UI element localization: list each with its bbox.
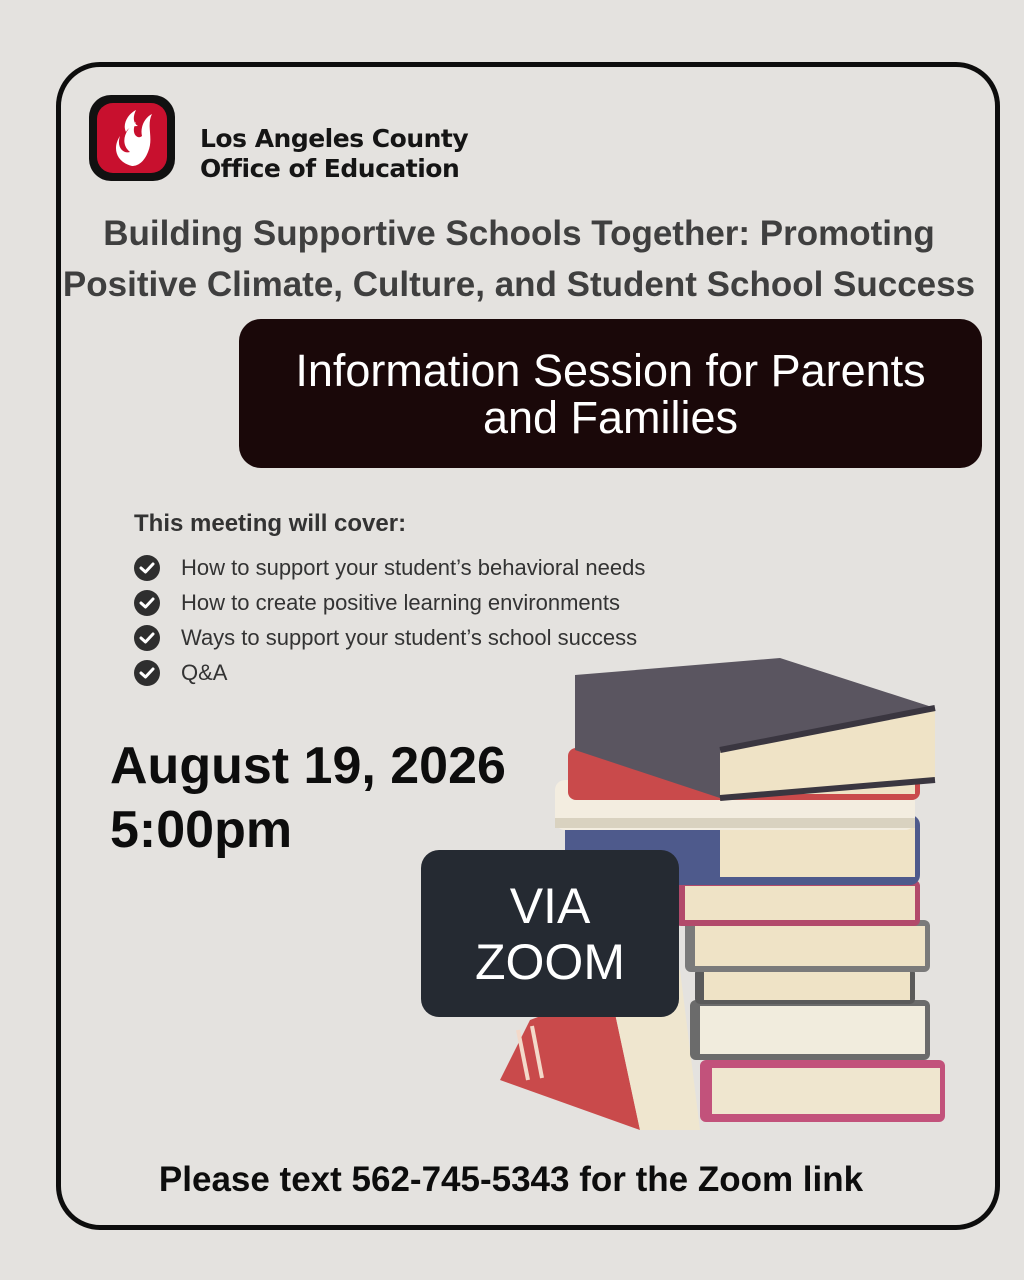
subtitle-line-2: Positive Climate, Culture, and Student School Success: [62, 265, 976, 304]
organization-name: [200, 124, 468, 184]
session-line-2: and Families: [482, 391, 739, 443]
event-subtitle: [60, 208, 978, 310]
event-time: 5:00pm: [110, 801, 293, 859]
event-date: August 19, 2026: [110, 737, 506, 795]
zoom-line-2: ZOOM: [475, 933, 625, 990]
zoom-line-1: VIA: [509, 877, 591, 934]
checkmark-circle-icon: [134, 625, 160, 651]
footer-contact: Please text 562-745-5343 for the Zoom link: [158, 1160, 864, 1199]
subtitle-line-1: Building Supportive Schools Together: Promoting: [103, 214, 935, 253]
org-line-1: Los Angeles County: [200, 124, 469, 153]
list-item: [134, 585, 645, 620]
list-item: [134, 550, 645, 585]
event-datetime: [110, 734, 506, 862]
agenda-item-text: Q&A: [181, 659, 228, 685]
checkmark-circle-icon: [134, 660, 160, 686]
lacoe-flame-logo-icon: [86, 92, 178, 184]
agenda-heading: This meeting will cover:: [134, 510, 407, 537]
checkmark-circle-icon: [134, 555, 160, 581]
session-line-1: Information Session for Parents: [295, 344, 926, 396]
agenda-item-text: How to create positive learning environments: [181, 589, 621, 615]
agenda-item-text: Ways to support your student’s school success: [181, 624, 638, 650]
via-zoom-badge: [421, 850, 679, 1017]
session-title-box: [239, 319, 982, 468]
checkmark-circle-icon: [134, 590, 160, 616]
org-line-2: Office of Education: [200, 154, 460, 183]
agenda-item-text: How to support your student’s behavioral needs: [181, 554, 646, 580]
